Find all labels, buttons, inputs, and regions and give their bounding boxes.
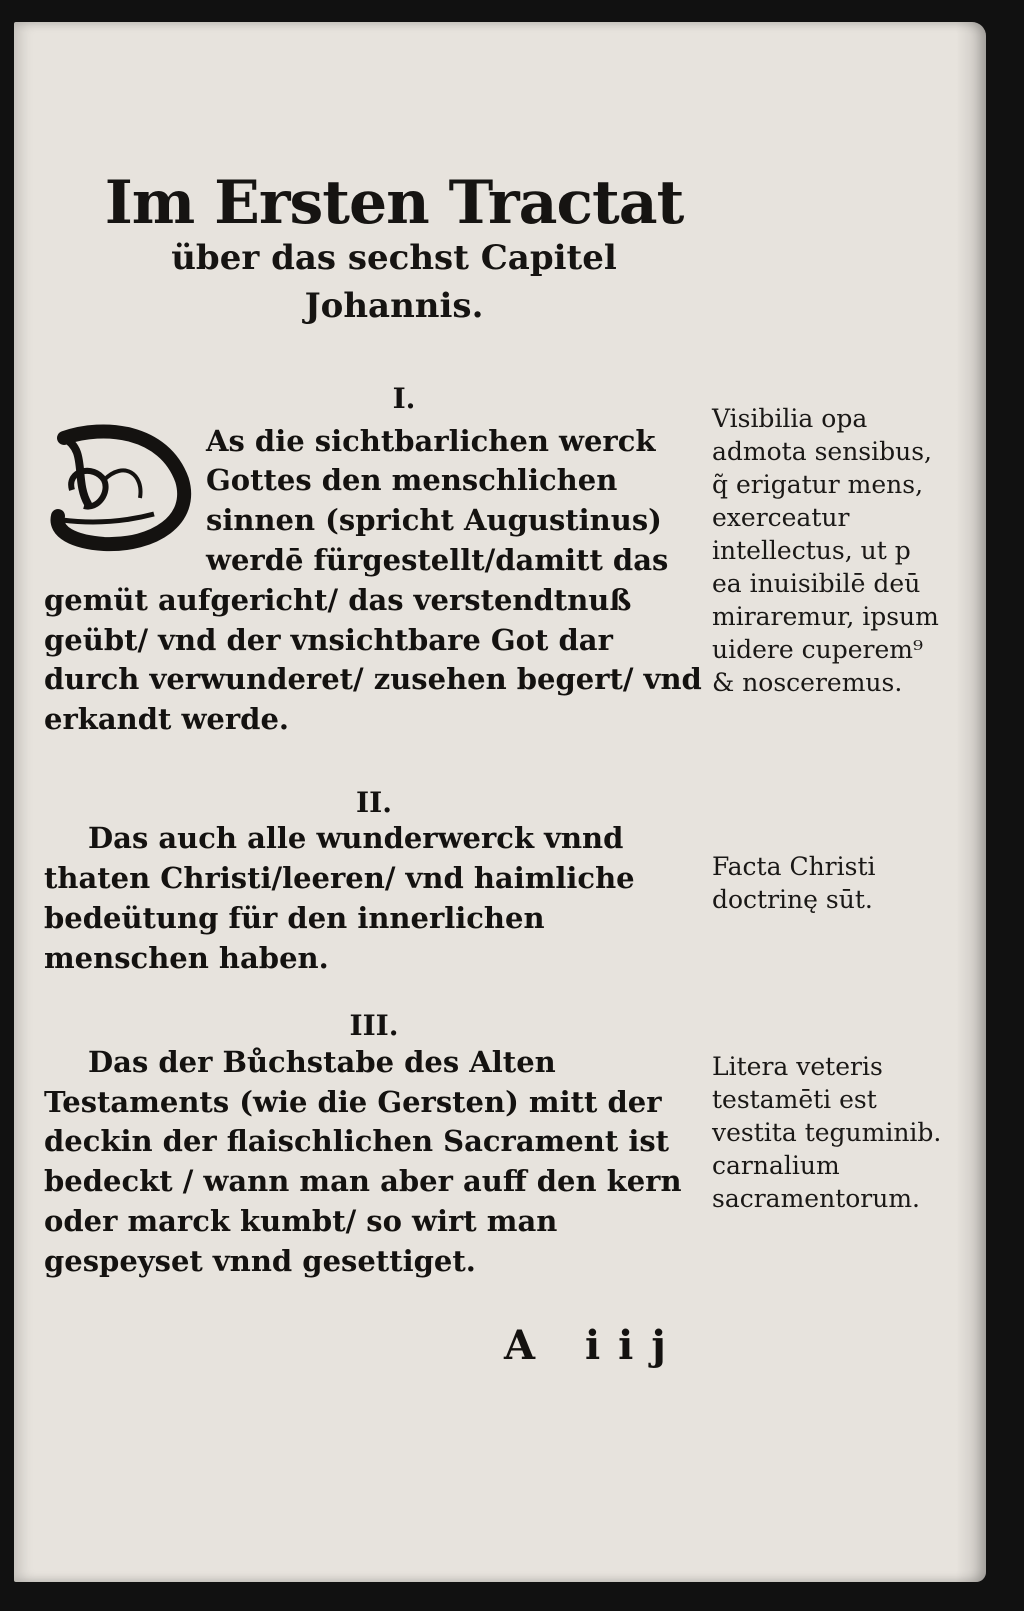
section-paragraph: [44, 416, 704, 786]
book-page: [14, 22, 986, 1582]
title-line-3: Johannis.: [304, 285, 484, 326]
paragraph-text: Das auch alle wunderwerck vnnd thaten Christi/leeren/ vnd haimliche bedeütung für den innerlichen menschen haben.: [44, 821, 635, 975]
chapter-title: [14, 168, 774, 330]
page-edge-shadow: [956, 22, 986, 1582]
section-numeral: I.: [392, 382, 416, 415]
paragraph-text: As die sichtbarlichen werck Gottes den menschlichen sinnen (spricht Augustinus) werdē fürgestellt/damitt das gemüt aufgericht/ das verstendtnuß geübt/ vnd der vnsichtbare Got dar durch verwunderet/ zusehen begert/ vnd erkandt werde.: [44, 423, 702, 737]
section-paragraph: [44, 819, 704, 1009]
main-text-column: [44, 382, 704, 1282]
margin-note: Litera veteris testamēti est vestita teguminib. carnalium sacramentorum.: [712, 1052, 942, 1213]
title-line-1: Im Ersten Tractat: [104, 168, 684, 238]
paragraph-text: Das der Bůchstabe des Alten Testaments (wie die Gersten) mitt der deckin der flaischlichen Sacrament ist bedeckt / wann man aber auff den kern oder marck kumbt/ so wirt man gespeyset vnnd gesettiget.: [44, 1044, 682, 1278]
section-paragraph: [44, 1043, 704, 1282]
margin-note: Visibilia opa admota sensibus, q̃ erigatur mens, exerceatur intellectus, ut p ea inuisibilē deū miraremur, ipsum uidere cuperem⁹ & nosceremus.: [712, 404, 939, 697]
signature-mark: A iij: [504, 1322, 684, 1369]
ornamental-initial-d-icon: [44, 420, 194, 552]
section-numeral: III.: [349, 1009, 399, 1043]
section-numeral: II.: [356, 785, 392, 819]
title-line-2: über das sechst Capitel: [171, 238, 617, 278]
margin-note: Facta Christi doctrinę sūt.: [712, 852, 876, 914]
